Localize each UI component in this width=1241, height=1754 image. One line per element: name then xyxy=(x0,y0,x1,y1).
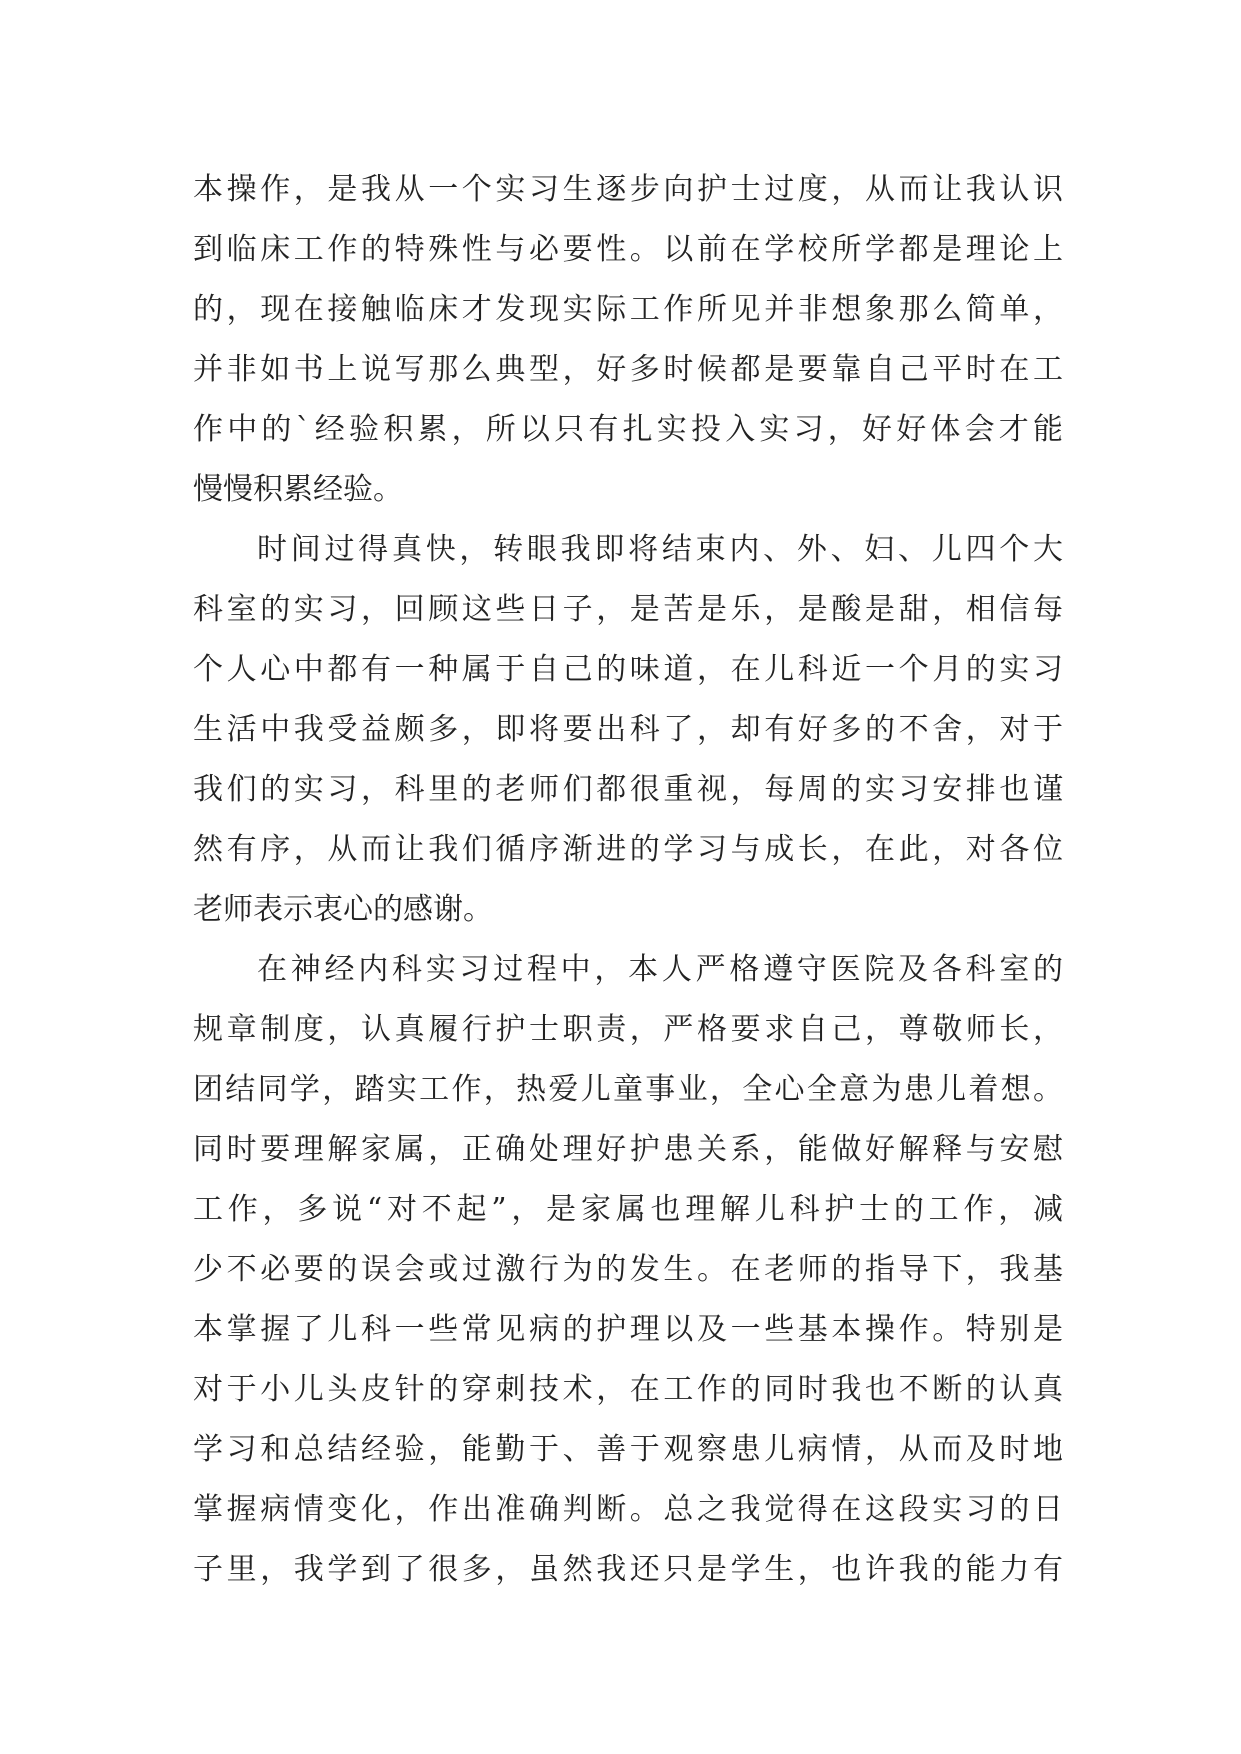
text-line: 作中的`经验积累，所以只有扎实投入实习，好好体会才能 xyxy=(193,412,1063,447)
text-line: 少不必要的误会或过激行为的发生。在老师的指导下，我基 xyxy=(193,1252,1063,1287)
paragraph-first-line: 时间过得真快，转眼我即将结束内、外、妇、儿四个大 xyxy=(257,532,1063,567)
text-line: 到临床工作的特殊性与必要性。以前在学校所学都是理论上 xyxy=(193,232,1063,267)
text-line: 本掌握了儿科一些常见病的护理以及一些基本操作。特别是 xyxy=(193,1312,1063,1347)
text-line: 个人心中都有一种属于自己的味道，在儿科近一个月的实习 xyxy=(193,652,1063,687)
text-line: 慢慢积累经验。 xyxy=(193,472,403,507)
text-line: 规章制度，认真履行护士职责，严格要求自己，尊敬师长， xyxy=(193,1012,1063,1047)
text-line: 科室的实习，回顾这些日子，是苦是乐，是酸是甜，相信每 xyxy=(193,592,1063,627)
text-line: 生活中我受益颇多，即将要出科了，却有好多的不舍，对于 xyxy=(193,712,1063,747)
text-line: 本操作，是我从一个实习生逐步向护士过度，从而让我认识 xyxy=(193,172,1063,207)
body-text xyxy=(193,160,1063,1600)
text-line: 同时要理解家属，正确处理好护患关系，能做好解释与安慰 xyxy=(193,1132,1063,1167)
text-line: 的，现在接触临床才发现实际工作所见并非想象那么简单， xyxy=(193,292,1063,327)
paragraph-first-line: 在神经内科实习过程中，本人严格遵守医院及各科室的 xyxy=(257,952,1063,987)
text-line: 团结同学，踏实工作，热爱儿童事业，全心全意为患儿着想。 xyxy=(193,1072,1063,1107)
text-line: 工作，多说“对不起”，是家属也理解儿科护士的工作，减 xyxy=(193,1192,1063,1227)
text-line: 然有序，从而让我们循序渐进的学习与成长，在此，对各位 xyxy=(193,832,1063,867)
text-line: 学习和总结经验，能勤于、善于观察患儿病情，从而及时地 xyxy=(193,1432,1063,1467)
text-line: 并非如书上说写那么典型，好多时候都是要靠自己平时在工 xyxy=(193,352,1063,387)
text-line: 掌握病情变化，作出准确判断。总之我觉得在这段实习的日 xyxy=(193,1492,1063,1527)
text-line: 子里，我学到了很多，虽然我还只是学生，也许我的能力有 xyxy=(193,1552,1063,1587)
text-line: 我们的实习，科里的老师们都很重视，每周的实习安排也谨 xyxy=(193,772,1063,807)
text-line: 对于小儿头皮针的穿刺技术，在工作的同时我也不断的认真 xyxy=(193,1372,1063,1407)
text-line: 老师表示衷心的感谢。 xyxy=(193,892,493,927)
